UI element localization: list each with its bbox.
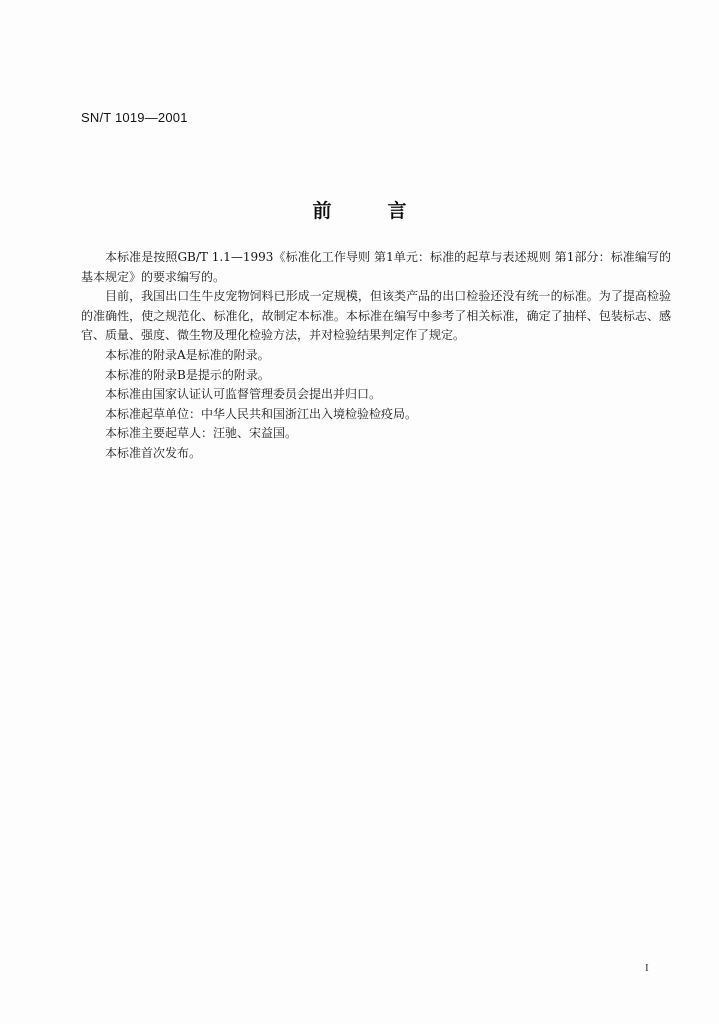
page-title (0, 196, 719, 223)
paragraph: 目前，我国出口生牛皮宠物饲料已形成一定规模，但该类产品的出口检验还没有统一的标准。为了提高检验的准确性，使之规范化、标准化，故制定本标准。本标准在编写中参考了相关标准，确定了抽样、包装标志、感官、质量、强度、微生物及理化检验方法，并对检验结果判定作了规定。 (81, 289, 671, 343)
paragraph: 本标准的附录A是标准的附录。 (105, 347, 270, 362)
paragraph: 本标准是按照GB/T 1.1—1993《标准化工作导则 第1单元：标准的起草与表述规则 第1部分：标准编写的基本规定》的要求编写的。 (81, 250, 671, 284)
paragraph: 本标准首次发布。 (105, 445, 202, 460)
title-char-1: 前 (312, 200, 332, 222)
page-number: I (645, 962, 649, 974)
paragraph: 本标准主要起草人：汪驰、宋益国。 (105, 426, 298, 441)
standard-code: SN/T 1019—2001 (81, 110, 188, 125)
title-char-2: 言 (387, 200, 407, 222)
foreword-body (81, 248, 671, 464)
paragraph: 本标准由国家认证认可监督管理委员会提出并归口。 (105, 387, 382, 402)
paragraph: 本标准起草单位：中华人民共和国浙江出入境检验检疫局。 (105, 406, 418, 421)
paragraph: 本标准的附录B是提示的附录。 (105, 367, 270, 382)
